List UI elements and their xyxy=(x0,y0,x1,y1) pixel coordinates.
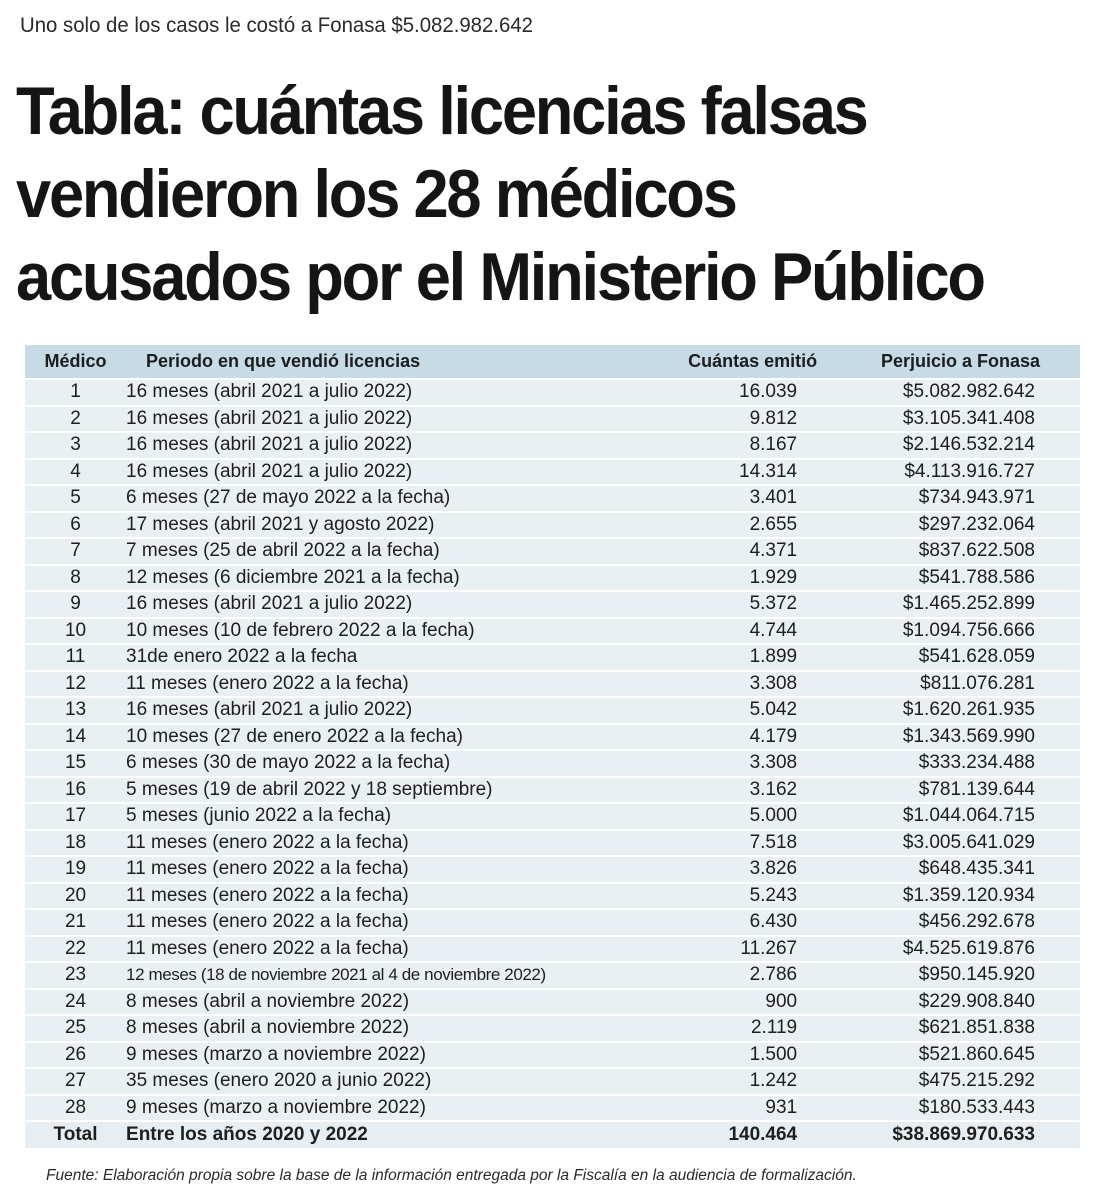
cell-cuantas: 7.518 xyxy=(566,831,857,856)
cell-perjuicio: $1.465.252.899 xyxy=(857,592,1080,617)
cell-medico: 16 xyxy=(25,778,126,803)
cell-medico: 14 xyxy=(25,725,126,750)
source-note: Fuente: Elaboración propia sobre la base de la información entregada por la Fiscalía en la audiencia de formalización. xyxy=(46,1167,857,1184)
cell-cuantas: 16.039 xyxy=(566,380,857,405)
cell-medico: 18 xyxy=(25,831,126,856)
table-row xyxy=(25,1016,1080,1041)
cell-perjuicio: $3.005.641.029 xyxy=(857,831,1080,856)
cell-cuantas: 8.167 xyxy=(566,433,857,458)
cell-periodo: 16 meses (abril 2021 a julio 2022) xyxy=(126,592,566,617)
header-cuantas: Cuántas emitió xyxy=(566,345,857,378)
header-periodo: Periodo en que vendió licencias xyxy=(126,345,566,378)
cell-medico: 25 xyxy=(25,1016,126,1041)
table-total-row xyxy=(25,1122,1080,1148)
cell-perjuicio: $1.620.261.935 xyxy=(857,698,1080,723)
cell-cuantas: 1.899 xyxy=(566,645,857,670)
cell-cuantas: 3.308 xyxy=(566,751,857,776)
cell-medico: 12 xyxy=(25,672,126,697)
cell-periodo: 8 meses (abril a noviembre 2022) xyxy=(126,1016,566,1041)
cell-cuantas: 5.042 xyxy=(566,698,857,723)
table-footer xyxy=(25,1122,1080,1148)
cell-medico: 1 xyxy=(25,380,126,405)
kicker: Uno solo de los casos le costó a Fonasa $5.082.982.642 xyxy=(20,14,533,37)
table-row xyxy=(25,433,1080,458)
cell-medico: 4 xyxy=(25,460,126,485)
cell-periodo: 11 meses (enero 2022 a la fecha) xyxy=(126,857,566,882)
table-row xyxy=(25,884,1080,909)
header-medico: Médico xyxy=(25,345,126,378)
cell-cuantas: 3.162 xyxy=(566,778,857,803)
table-row xyxy=(25,910,1080,935)
cell-periodo: 16 meses (abril 2021 a julio 2022) xyxy=(126,407,566,432)
cell-perjuicio: $2.146.532.214 xyxy=(857,433,1080,458)
cell-medico: 21 xyxy=(25,910,126,935)
cell-medico: 8 xyxy=(25,566,126,591)
table-row xyxy=(25,486,1080,511)
cell-periodo: 16 meses (abril 2021 a julio 2022) xyxy=(126,433,566,458)
cell-cuantas: 1.500 xyxy=(566,1043,857,1068)
cell-perjuicio: $521.860.645 xyxy=(857,1043,1080,1068)
cell-cuantas: 3.826 xyxy=(566,857,857,882)
cell-periodo: 16 meses (abril 2021 a julio 2022) xyxy=(126,460,566,485)
cell-periodo: 10 meses (10 de febrero 2022 a la fecha) xyxy=(126,619,566,644)
table-row xyxy=(25,380,1080,405)
cell-periodo: 5 meses (19 de abril 2022 y 18 septiembre) xyxy=(126,778,566,803)
table-row xyxy=(25,460,1080,485)
table-row xyxy=(25,857,1080,882)
cell-perjuicio: $950.145.920 xyxy=(857,963,1080,988)
cell-perjuicio: $333.234.488 xyxy=(857,751,1080,776)
table-row xyxy=(25,592,1080,617)
table-row xyxy=(25,831,1080,856)
cell-cuantas: 2.119 xyxy=(566,1016,857,1041)
table-row xyxy=(25,645,1080,670)
cell-medico: 6 xyxy=(25,513,126,538)
cell-medico: 13 xyxy=(25,698,126,723)
table-row xyxy=(25,1043,1080,1068)
cell-medico: 9 xyxy=(25,592,126,617)
cell-periodo: 11 meses (enero 2022 a la fecha) xyxy=(126,831,566,856)
cell-medico: 10 xyxy=(25,619,126,644)
headline xyxy=(16,70,1030,319)
cell-perjuicio: $621.851.838 xyxy=(857,1016,1080,1041)
cell-medico: 2 xyxy=(25,407,126,432)
cell-medico: 17 xyxy=(25,804,126,829)
cell-cuantas: 4.179 xyxy=(566,725,857,750)
table-row xyxy=(25,619,1080,644)
cell-perjuicio: $1.359.120.934 xyxy=(857,884,1080,909)
cell-perjuicio: $475.215.292 xyxy=(857,1069,1080,1094)
table-row xyxy=(25,751,1080,776)
cell-perjuicio: $837.622.508 xyxy=(857,539,1080,564)
cell-cuantas: 2.655 xyxy=(566,513,857,538)
cell-periodo: 6 meses (30 de mayo 2022 a la fecha) xyxy=(126,751,566,776)
table-row xyxy=(25,698,1080,723)
total-cuantas: 140.464 xyxy=(566,1122,857,1148)
table-row xyxy=(25,804,1080,829)
table-row xyxy=(25,778,1080,803)
cell-perjuicio: $811.076.281 xyxy=(857,672,1080,697)
table-header-row xyxy=(25,345,1080,378)
cell-cuantas: 3.308 xyxy=(566,672,857,697)
cell-periodo: 17 meses (abril 2021 y agosto 2022) xyxy=(126,513,566,538)
total-perjuicio: $38.869.970.633 xyxy=(857,1122,1080,1148)
cell-periodo: 6 meses (27 de mayo 2022 a la fecha) xyxy=(126,486,566,511)
cell-periodo: 5 meses (junio 2022 a la fecha) xyxy=(126,804,566,829)
cell-cuantas: 5.000 xyxy=(566,804,857,829)
cell-periodo: 8 meses (abril a noviembre 2022) xyxy=(126,990,566,1015)
cell-perjuicio: $541.788.586 xyxy=(857,566,1080,591)
cell-perjuicio: $4.525.619.876 xyxy=(857,937,1080,962)
cell-medico: 7 xyxy=(25,539,126,564)
table-row xyxy=(25,937,1080,962)
cell-cuantas: 6.430 xyxy=(566,910,857,935)
headline-line-1: Tabla: cuántas licencias falsas xyxy=(16,73,867,149)
table-row xyxy=(25,513,1080,538)
cell-medico: 22 xyxy=(25,937,126,962)
cell-medico: 27 xyxy=(25,1069,126,1094)
cell-perjuicio: $180.533.443 xyxy=(857,1096,1080,1121)
cell-perjuicio: $297.232.064 xyxy=(857,513,1080,538)
cell-medico: 26 xyxy=(25,1043,126,1068)
cell-periodo: 9 meses (marzo a noviembre 2022) xyxy=(126,1096,566,1121)
cell-cuantas: 2.786 xyxy=(566,963,857,988)
cell-periodo: 11 meses (enero 2022 a la fecha) xyxy=(126,672,566,697)
table-row xyxy=(25,725,1080,750)
cell-periodo: 12 meses (18 de noviembre 2021 al 4 de noviembre 2022) xyxy=(126,963,566,988)
cell-cuantas: 4.744 xyxy=(566,619,857,644)
cell-perjuicio: $456.292.678 xyxy=(857,910,1080,935)
cell-periodo: 12 meses (6 diciembre 2021 a la fecha) xyxy=(126,566,566,591)
header-perjuicio: Perjuicio a Fonasa xyxy=(857,345,1080,378)
table-header xyxy=(25,345,1080,378)
cell-cuantas: 5.372 xyxy=(566,592,857,617)
cell-cuantas: 3.401 xyxy=(566,486,857,511)
cell-perjuicio: $541.628.059 xyxy=(857,645,1080,670)
cell-medico: 23 xyxy=(25,963,126,988)
cell-periodo: 16 meses (abril 2021 a julio 2022) xyxy=(126,698,566,723)
cell-medico: 19 xyxy=(25,857,126,882)
table-row xyxy=(25,1096,1080,1121)
cell-periodo: 31de enero 2022 a la fecha xyxy=(126,645,566,670)
cell-perjuicio: $734.943.971 xyxy=(857,486,1080,511)
cell-cuantas: 5.243 xyxy=(566,884,857,909)
cell-perjuicio: $1.343.569.990 xyxy=(857,725,1080,750)
cell-perjuicio: $1.044.064.715 xyxy=(857,804,1080,829)
cell-cuantas: 14.314 xyxy=(566,460,857,485)
cell-cuantas: 9.812 xyxy=(566,407,857,432)
cell-perjuicio: $3.105.341.408 xyxy=(857,407,1080,432)
cell-perjuicio: $4.113.916.727 xyxy=(857,460,1080,485)
cell-periodo: 35 meses (enero 2020 a junio 2022) xyxy=(126,1069,566,1094)
table-row xyxy=(25,990,1080,1015)
cell-medico: 5 xyxy=(25,486,126,511)
licencias-table xyxy=(25,343,1080,1150)
cell-periodo: 7 meses (25 de abril 2022 a la fecha) xyxy=(126,539,566,564)
cell-periodo: 11 meses (enero 2022 a la fecha) xyxy=(126,937,566,962)
table-body xyxy=(25,380,1080,1120)
table-row xyxy=(25,539,1080,564)
headline-line-3: acusados por el Ministerio Público xyxy=(16,239,984,315)
cell-perjuicio: $5.082.982.642 xyxy=(857,380,1080,405)
cell-cuantas: 1.242 xyxy=(566,1069,857,1094)
total-periodo: Entre los años 2020 y 2022 xyxy=(126,1122,566,1148)
headline-line-2: vendieron los 28 médicos xyxy=(16,156,736,232)
table-row xyxy=(25,963,1080,988)
cell-cuantas: 931 xyxy=(566,1096,857,1121)
table-row xyxy=(25,1069,1080,1094)
cell-medico: 24 xyxy=(25,990,126,1015)
cell-periodo: 11 meses (enero 2022 a la fecha) xyxy=(126,910,566,935)
cell-periodo: 9 meses (marzo a noviembre 2022) xyxy=(126,1043,566,1068)
table-row xyxy=(25,407,1080,432)
cell-perjuicio: $648.435.341 xyxy=(857,857,1080,882)
cell-cuantas: 11.267 xyxy=(566,937,857,962)
cell-perjuicio: $1.094.756.666 xyxy=(857,619,1080,644)
table-row xyxy=(25,672,1080,697)
total-label: Total xyxy=(25,1122,126,1148)
table-row xyxy=(25,566,1080,591)
cell-medico: 28 xyxy=(25,1096,126,1121)
cell-cuantas: 900 xyxy=(566,990,857,1015)
cell-medico: 20 xyxy=(25,884,126,909)
cell-perjuicio: $229.908.840 xyxy=(857,990,1080,1015)
cell-periodo: 10 meses (27 de enero 2022 a la fecha) xyxy=(126,725,566,750)
cell-perjuicio: $781.139.644 xyxy=(857,778,1080,803)
cell-periodo: 11 meses (enero 2022 a la fecha) xyxy=(126,884,566,909)
cell-cuantas: 1.929 xyxy=(566,566,857,591)
cell-periodo: 16 meses (abril 2021 a julio 2022) xyxy=(126,380,566,405)
cell-medico: 3 xyxy=(25,433,126,458)
cell-medico: 11 xyxy=(25,645,126,670)
cell-cuantas: 4.371 xyxy=(566,539,857,564)
cell-medico: 15 xyxy=(25,751,126,776)
